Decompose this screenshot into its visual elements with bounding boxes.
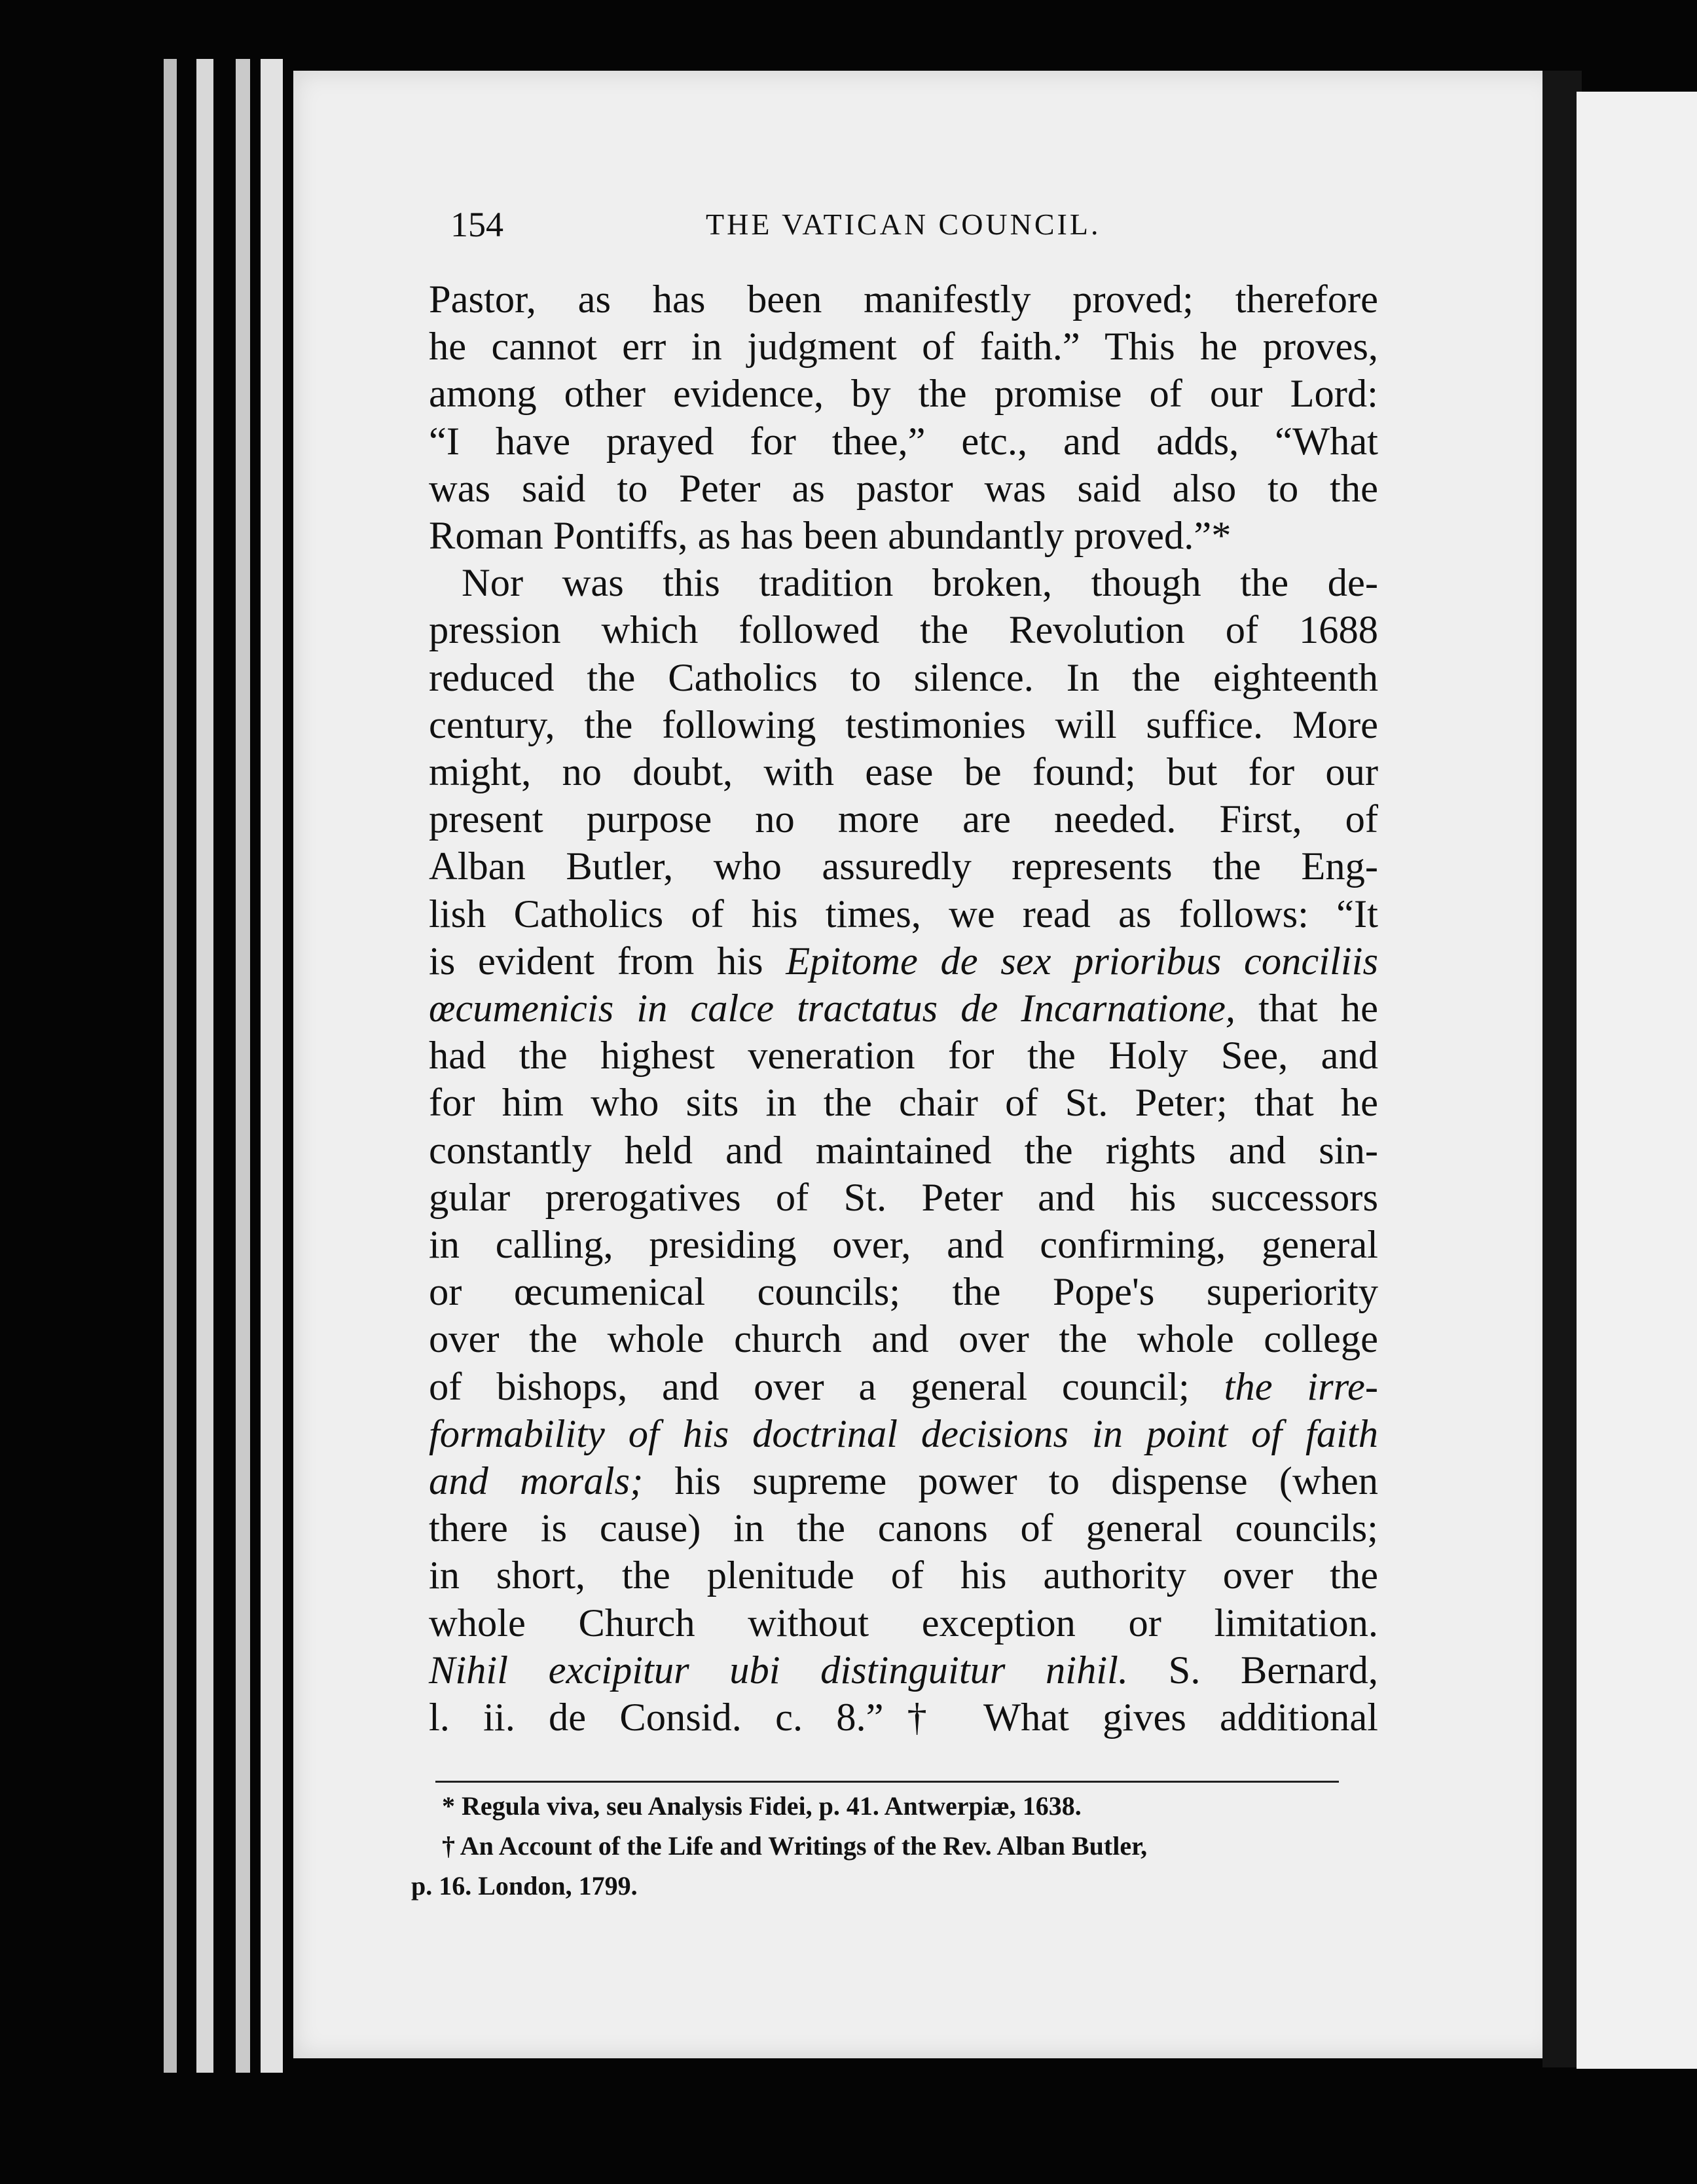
text-line: Alban Butler, who assuredly represents the Eng-	[429, 845, 1378, 889]
page-edges-left	[196, 59, 213, 2073]
text-line: among other evidence, by the promise of our Lord:	[429, 372, 1378, 416]
text-line: might, no doubt, with ease be found; but for our	[429, 750, 1378, 795]
text-line	[429, 1458, 1378, 1505]
text-line: he cannot err in judgment of faith.” This he proves,	[429, 325, 1378, 369]
footnote: * Regula viva, seu Analysis Fidei, p. 41. Antwerpiæ, 1638.	[442, 1791, 1082, 1821]
book-gutter	[1542, 71, 1582, 2067]
text-line: there is cause) in the canons of general councils;	[429, 1506, 1378, 1551]
text-line: lish Catholics of his times, we read as follows: “It	[429, 892, 1378, 936]
text-line: whole Church without exception or limitation.	[429, 1601, 1378, 1645]
text-line: present purpose no more are needed. First, of	[429, 797, 1378, 842]
text-segment: of bishops, and over a general council;	[429, 1364, 1190, 1409]
body-text	[429, 276, 1378, 1741]
text-line: constantly held and maintained the rights and sin-	[429, 1128, 1378, 1173]
italic-quote: Nihil excipitur ubi distinguitur nihil.	[429, 1648, 1129, 1692]
text-line: pression which followed the Revolution of 1688	[429, 608, 1378, 653]
text-line: Roman Pontiffs, as has been abundantly proved.”*	[429, 514, 1232, 558]
text-line	[429, 1364, 1378, 1411]
page-number: 154	[450, 205, 503, 244]
text-line	[429, 1647, 1378, 1694]
italic-emphasis: the irre-	[1224, 1364, 1379, 1409]
text-line: Nor was this tradition broken, though the de-	[462, 561, 1378, 606]
italic-title: œcumenicis in calce tractatus de Incarnatione,	[429, 987, 1236, 1031]
text-line: was said to Peter as pastor was said also to the	[429, 466, 1378, 511]
text-line: for him who sits in the chair of St. Peter; that he	[429, 1081, 1378, 1125]
footnotes	[406, 1786, 1349, 1906]
italic-title: Epitome de sex prioribus conciliis	[786, 939, 1378, 983]
text-segment: S. Bernard,	[1168, 1648, 1378, 1692]
footnote: † An Account of the Life and Writings of the Rev. Alban Butler,	[442, 1831, 1148, 1861]
page-edges-left	[261, 59, 283, 2073]
text-line: had the highest veneration for the Holy See, and	[429, 1034, 1378, 1078]
italic-emphasis: formability of his doctrinal decisions in point of faith	[429, 1411, 1378, 1456]
italic-emphasis: and morals;	[429, 1459, 644, 1504]
text-line: in calling, presiding over, and confirming, general	[429, 1223, 1378, 1267]
text-line	[429, 1411, 1378, 1458]
text-line: in short, the plenitude of his authority over the	[429, 1554, 1378, 1598]
facing-page-edge	[1577, 92, 1697, 2069]
text-line: l. ii. de Consid. c. 8.”† What gives additional	[429, 1696, 1378, 1740]
footnote: p. 16. London, 1799.	[411, 1871, 638, 1901]
running-title: THE VATICAN COUNCIL.	[706, 208, 1101, 241]
text-segment: is evident from his	[429, 939, 763, 983]
text-line	[429, 985, 1378, 1032]
text-line: century, the following testimonies will suffice. More	[429, 702, 1378, 747]
text-line: reduced the Catholics to silence. In the eighteenth	[429, 655, 1378, 700]
text-line: Pastor, as has been manifestly proved; therefore	[429, 278, 1378, 321]
page-header	[450, 204, 1341, 257]
page-edges-left	[236, 59, 250, 2073]
page-edges-left	[164, 59, 177, 2073]
text-line	[429, 938, 1378, 985]
text-line: gular prerogatives of St. Peter and his successors	[429, 1175, 1378, 1220]
footnote-rule	[435, 1781, 1339, 1783]
text-segment: his supreme power to dispense (when	[674, 1459, 1378, 1504]
text-line: “I have prayed for thee,” etc., and adds, “What	[429, 419, 1378, 464]
text-line: over the whole church and over the whole college	[429, 1317, 1378, 1362]
text-line: or œcumenical councils; the Pope's superiority	[429, 1270, 1378, 1315]
text-segment: that he	[1258, 987, 1378, 1031]
